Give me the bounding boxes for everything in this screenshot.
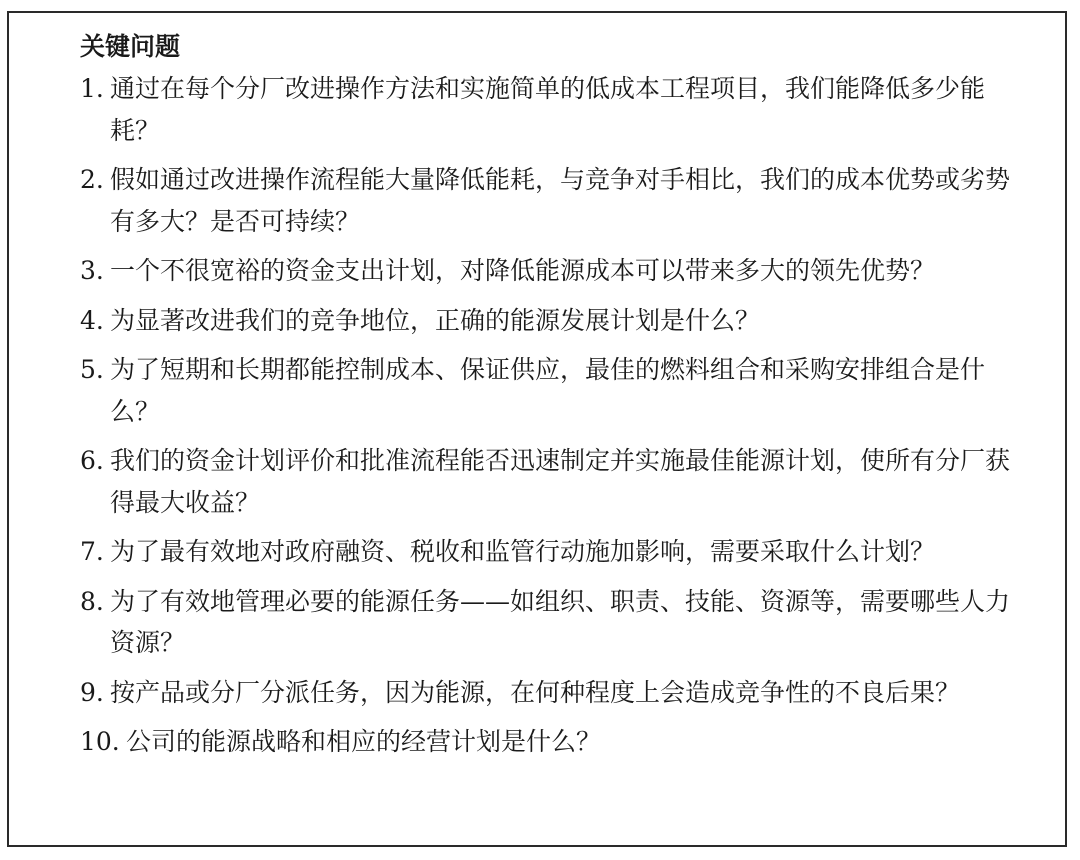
item-text: 假如通过改进操作流程能大量降低能耗，与竞争对手相比，我们的成本优势或劣势有多大？是否可持续？ <box>110 165 1011 236</box>
item-number: 6. <box>80 446 104 475</box>
list-item <box>80 159 1020 242</box>
list-item <box>80 581 1020 664</box>
question-list <box>80 68 1020 771</box>
list-item <box>80 349 1020 432</box>
box-title: 关键问题 <box>80 32 181 61</box>
list-item <box>80 68 1020 151</box>
item-number: 5. <box>80 355 104 384</box>
item-number: 8. <box>80 586 104 616</box>
list-item <box>80 531 1020 573</box>
item-text: 为了最有效地对政府融资、税收和监管行动施加影响，需要采取什么计划？ <box>110 537 936 566</box>
item-text: 通过在每个分厂改进操作方法和实施简单的低成本工程项目，我们能降低多少能耗？ <box>110 74 986 145</box>
item-text: 一个不很宽裕的资金支出计划，对降低能源成本可以带来多大的领先优势？ <box>110 256 936 285</box>
list-item <box>80 300 1020 342</box>
item-number: 3. <box>80 256 104 285</box>
item-text: 为了有效地管理必要的能源任务——如组织、职责、技能、资源等，需要哪些人力资源？ <box>110 586 1011 657</box>
item-text: 按产品或分厂分派任务，因为能源，在何种程度上会造成竞争性的不良后果？ <box>110 677 961 707</box>
item-text: 公司的能源战略和相应的经营计划是什么？ <box>126 727 602 756</box>
item-number: 10. <box>80 727 120 756</box>
item-number: 1. <box>80 74 104 103</box>
item-number: 2. <box>80 165 104 194</box>
list-item <box>80 672 1020 714</box>
list-item <box>80 440 1020 523</box>
item-number: 9. <box>80 677 104 707</box>
list-item <box>80 721 1020 763</box>
item-number: 7. <box>80 537 104 566</box>
list-item <box>80 250 1020 292</box>
item-text: 为显著改进我们的竞争地位，正确的能源发展计划是什么？ <box>110 305 761 335</box>
item-text: 我们的资金计划评价和批准流程能否迅速制定并实施最佳能源计划，使所有分厂获得最大收益？ <box>110 446 1011 517</box>
item-number: 4. <box>80 305 104 335</box>
item-text: 为了短期和长期都能控制成本、保证供应，最佳的燃料组合和采购安排组合是什么？ <box>110 355 986 426</box>
